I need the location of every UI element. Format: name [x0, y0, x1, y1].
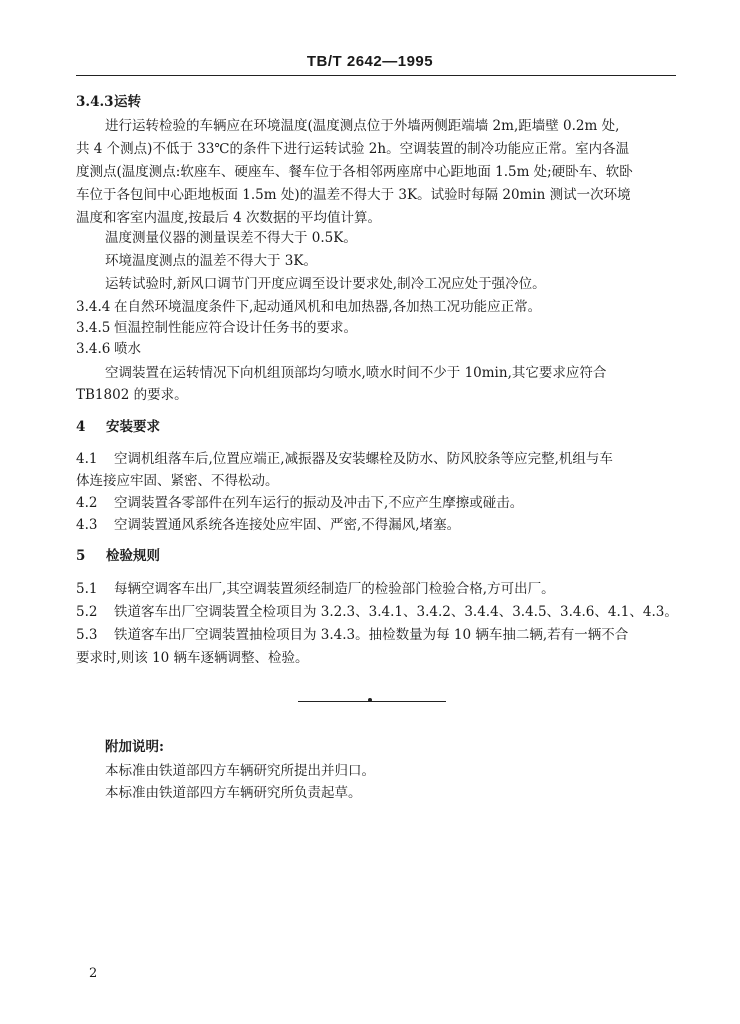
list-item-5-2 — [76, 602, 678, 622]
paragraph-line: 度测点(温度测点:软座车、硬座车、餐车位于各相邻两座席中心距地面 1.5m 处;硬卧车、软卧 — [76, 164, 633, 180]
section-text: 在自然环境温度条件下,起动通风机和电加热器,各加热工况功能应正常。 — [114, 299, 542, 315]
paragraph-line: 车位于各包间中心距地板面 1.5m 处)的温差不得大于 3K。试验时每隔 20min 测试一次环境 — [76, 187, 631, 203]
section-3-4-5 — [76, 318, 357, 338]
list-item-5-3 — [76, 625, 628, 645]
list-item-4-2 — [76, 493, 523, 513]
header-rule — [76, 75, 676, 76]
section-number: 3.4.4 — [76, 299, 111, 315]
item-number: 4.3 — [76, 517, 98, 533]
item-text: 空调装置通风系统各连接处应牢固、严密,不得漏风,堵塞。 — [114, 517, 461, 533]
item-text: 铁道客车出厂空调装置全检项目为 3.2.3、3.4.1、3.4.2、3.4.4、3.4.5、3.4.6、4.1、4.3。 — [114, 604, 678, 620]
paragraph-line: 温度测量仪器的测量误差不得大于 0.5K。 — [105, 230, 357, 246]
paragraph-line: 温度和客室内温度,按最后 4 次数据的平均值计算。 — [76, 210, 381, 226]
item-number: 5.2 — [76, 604, 98, 620]
item-text: 铁道客车出厂空调装置抽检项目为 3.4.3。抽检数量为每 10 辆车抽二辆,若有一辆不合 — [114, 627, 629, 643]
item-number: 5.1 — [76, 581, 98, 597]
item-text: 空调机组落车后,位置应端正,减振器及安装螺栓及防水、防风胶条等应完整,机组与车 — [114, 451, 613, 467]
paragraph-line: 体连接应牢固、紧密、不得松动。 — [76, 473, 279, 489]
item-number: 4.1 — [76, 451, 98, 467]
standard-code-header: TB/T 2642—1995 — [306, 53, 434, 70]
closing-rule-dot — [368, 698, 372, 702]
list-item-5-1 — [76, 579, 555, 599]
paragraph-line: 进行运转检验的车辆应在环境温度(温度测点位于外墙两侧距端墙 2m,距墙壁 0.2m 处, — [105, 118, 620, 134]
list-item-4-1 — [76, 449, 613, 469]
section-5-heading — [76, 546, 160, 566]
additional-note-line: 本标准由铁道部四方车辆研究所负责起草。 — [105, 785, 362, 801]
additional-notes-title: 附加说明: — [105, 739, 164, 755]
closing-rule — [298, 701, 446, 702]
section-number: 3.4.3 — [76, 94, 114, 110]
section-title: 安装要求 — [106, 419, 160, 435]
item-number: 5.3 — [76, 627, 98, 643]
paragraph-line: 共 4 个测点)不低于 33℃的条件下进行运转试验 2h。空调装置的制冷功能应正常。室内各温 — [76, 141, 630, 157]
paragraph-line: 空调装置在运转情况下向机组顶部均匀喷水,喷水时间不少于 10min,其它要求应符合 — [105, 365, 607, 381]
list-item-4-3 — [76, 515, 460, 535]
section-number: 4 — [76, 419, 86, 435]
section-text: 恒温控制性能应符合设计任务书的要求。 — [114, 320, 357, 336]
section-3-4-3-heading — [76, 92, 141, 112]
item-number: 4.2 — [76, 495, 98, 511]
section-number: 3.4.6 — [76, 341, 111, 357]
paragraph-line: 环境温度测点的温差不得大于 3K。 — [105, 253, 317, 269]
item-text: 每辆空调客车出厂,其空调装置须经制造厂的检验部门检验合格,方可出厂。 — [114, 581, 555, 597]
section-title: 喷水 — [114, 341, 141, 357]
section-title: 运转 — [114, 94, 141, 110]
section-title: 检验规则 — [106, 548, 160, 564]
paragraph-line: 运转试验时,新风口调节门开度应调至设计要求处,制冷工况应处于强冷位。 — [105, 276, 546, 292]
section-number: 3.4.5 — [76, 320, 111, 336]
item-text: 空调装置各零部件在列车运行的振动及冲击下,不应产生摩擦或碰击。 — [114, 495, 524, 511]
page-number: 2 — [89, 966, 98, 981]
paragraph-line: TB1802 的要求。 — [76, 387, 188, 403]
section-3-4-6-heading — [76, 339, 141, 359]
section-number: 5 — [76, 548, 86, 564]
section-3-4-4 — [76, 297, 541, 317]
additional-note-line: 本标准由铁道部四方车辆研究所提出并归口。 — [105, 763, 375, 779]
section-4-heading — [76, 417, 160, 437]
paragraph-line: 要求时,则该 10 辆车逐辆调整、检验。 — [76, 650, 309, 666]
